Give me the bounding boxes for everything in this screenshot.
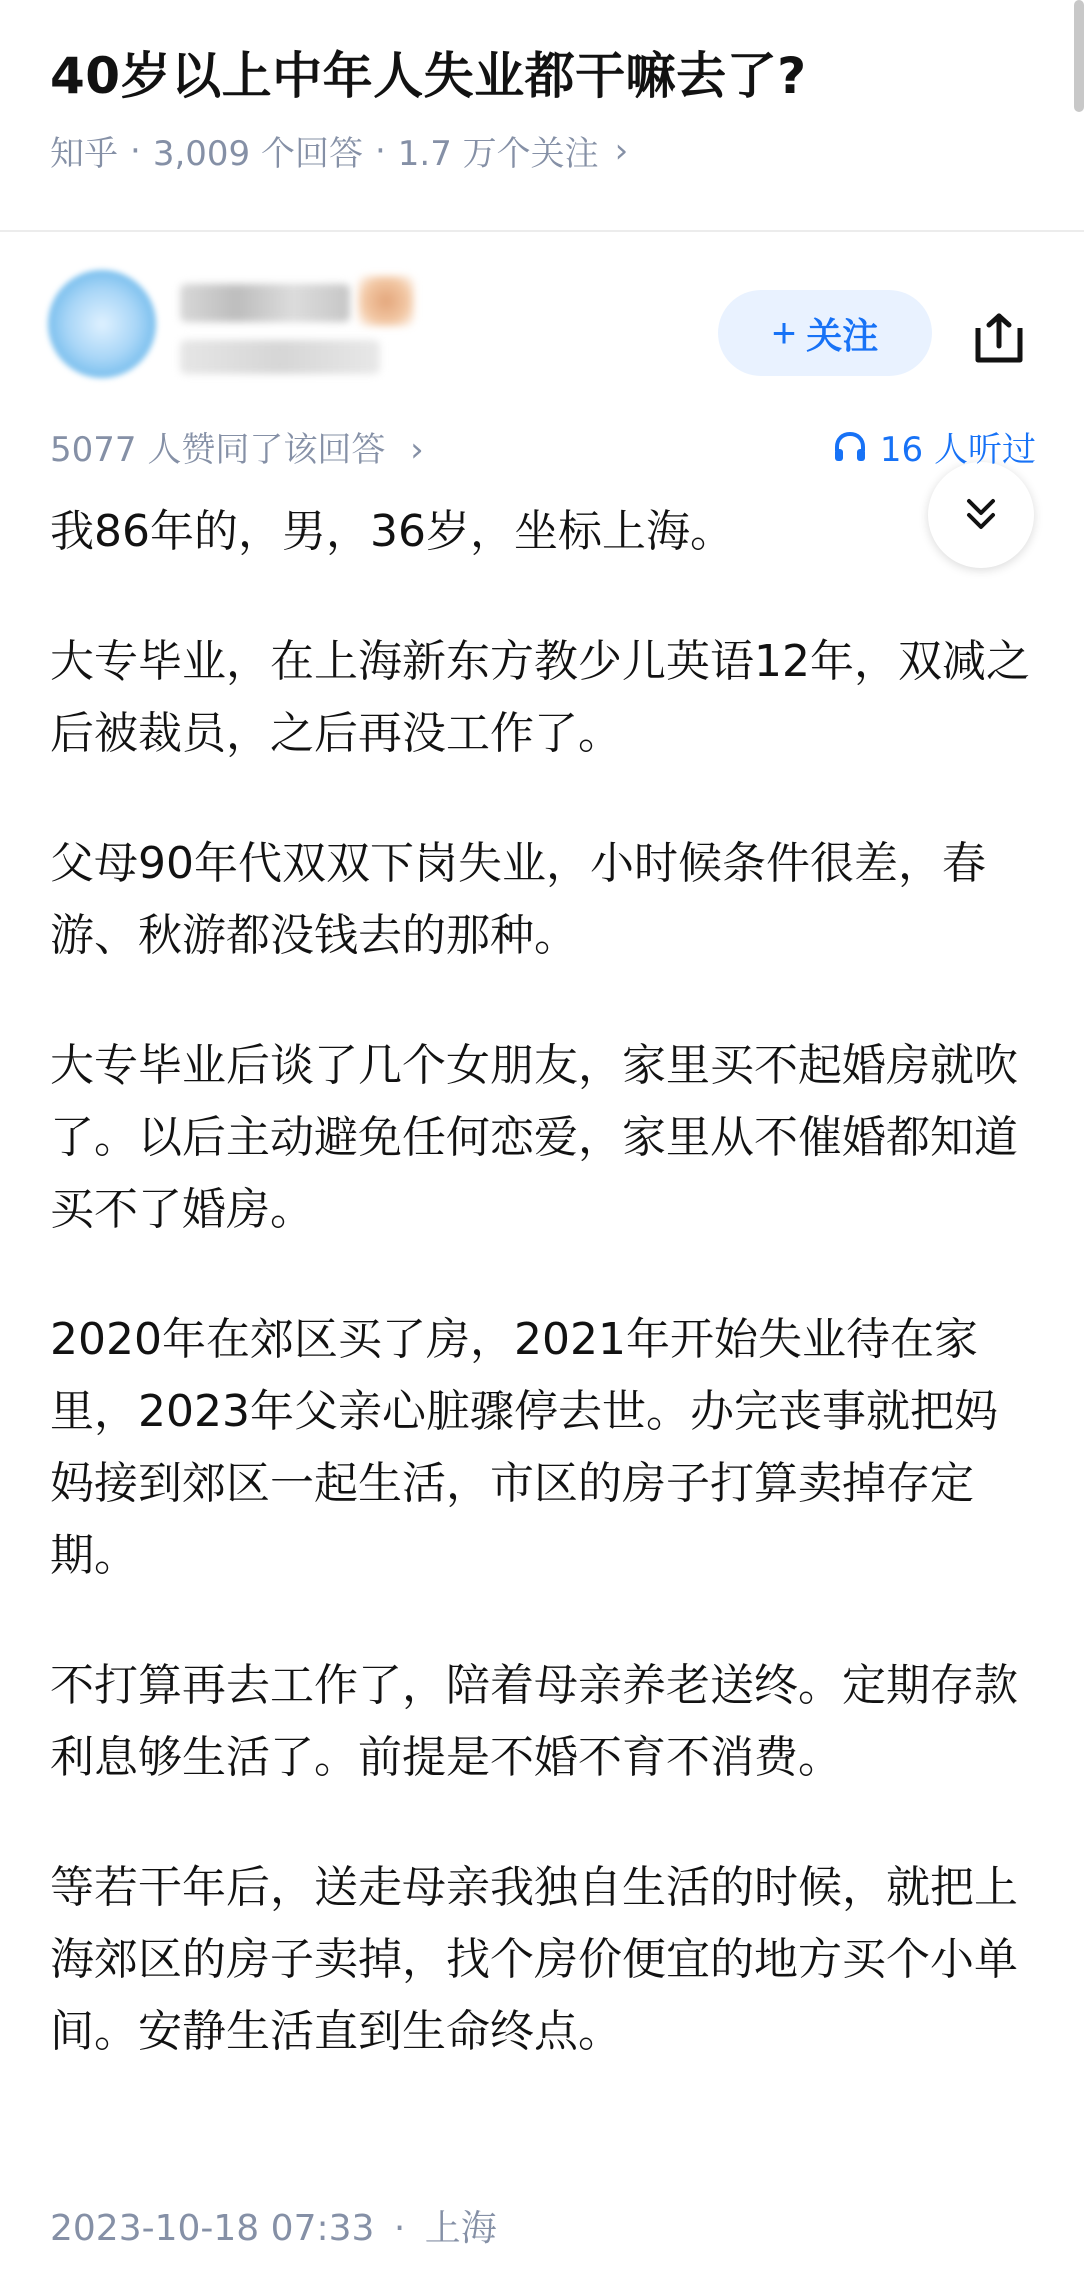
answer-paragraph: 等若干年后，送走母亲我独自生活的时候，就把上海郊区的房子卖掉，找个房价便宜的地方买个小单间。安静生活直到生命终点。 — [50, 1862, 1018, 2057]
votes-link[interactable] — [50, 422, 424, 471]
answer-paragraph: 大专毕业，在上海新东方教少儿英语12年，双减之后被裁员，之后再没工作了。 — [50, 636, 1030, 759]
meta-separator: · — [130, 130, 141, 171]
headphones-icon — [832, 429, 868, 465]
share-icon[interactable] — [972, 312, 1026, 366]
listeners-count: 16 人听过 — [879, 430, 1036, 470]
answer-paragraph: 父母90年代双双下岗失业，小时候条件很差，春游、秋游都没钱去的那种。 — [50, 838, 986, 961]
avatar[interactable] — [48, 270, 156, 378]
meta-separator: · — [374, 130, 386, 171]
scrollbar[interactable] — [1074, 0, 1084, 112]
listeners-link[interactable] — [832, 422, 1036, 471]
author-description-blurred — [180, 340, 380, 374]
source-label: 知乎 — [50, 134, 118, 174]
author-row — [0, 240, 1084, 400]
followers-count: 1.7 万个关注 — [397, 134, 599, 174]
plus-icon: + — [771, 309, 797, 356]
answer-date: 2023-10-18 07:33 — [50, 2208, 375, 2249]
chevron-right-icon: › — [614, 130, 629, 171]
answer-paragraph: 不打算再去工作了，陪着母亲养老送终。定期存款利息够生活了。前提是不婚不育不消费。 — [50, 1660, 1018, 1783]
vote-row — [0, 412, 1084, 482]
follow-label: 关注 — [806, 314, 879, 356]
answer-paragraph: 我86年的，男，36岁，坐标上海。 — [50, 506, 734, 557]
answer-paragraph: 大专毕业后谈了几个女朋友，家里买不起婚房就吹了。以后主动避免任何恋爱，家里从不催婚都知道买不了婚房。 — [50, 1040, 1018, 1235]
answer-paragraph: 2020年在郊区买了房，2021年开始失业待在家里，2023年父亲心脏骤停去世。办完丧事就把妈妈接到郊区一起生活，市区的房子打算卖掉存定期。 — [50, 1314, 998, 1581]
votes-count: 5077 人赞同了该回答 — [50, 430, 386, 470]
answer-location: 上海 — [424, 2208, 497, 2249]
answer-footer — [50, 2200, 497, 2251]
question-title[interactable]: 40岁以上中年人失业都干嘛去了? — [50, 47, 807, 105]
chevron-right-icon: › — [410, 430, 424, 470]
question-header — [0, 0, 1084, 232]
answer-body — [50, 496, 1040, 2126]
question-meta[interactable] — [50, 126, 628, 175]
footer-separator: · — [393, 2208, 406, 2249]
author-name-blurred[interactable] — [180, 284, 350, 322]
answers-count: 3,009 个回答 — [152, 134, 363, 174]
follow-button[interactable] — [718, 290, 932, 376]
author-badge-blurred — [358, 276, 414, 326]
